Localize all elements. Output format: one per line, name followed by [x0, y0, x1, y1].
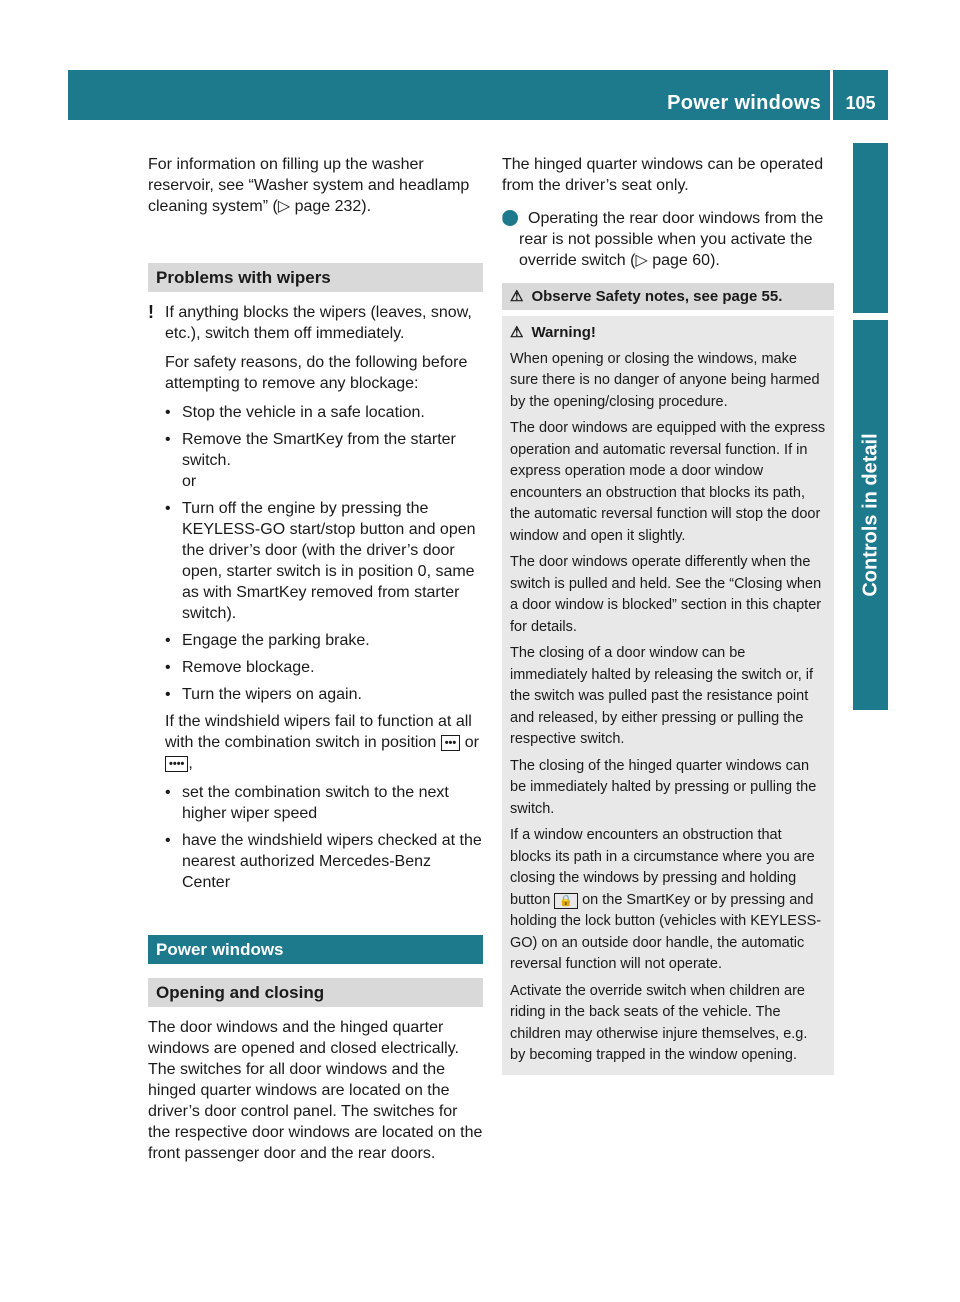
hinged-paragraph: The hinged quarter windows can be operated from the driver’s seat only.: [502, 156, 824, 194]
list-item: • Engage the parking brake.: [165, 632, 370, 649]
warning-title: ⚠ Warning!: [510, 322, 826, 344]
warning-paragraph: The door windows are equipped with the express operation and automatic reversal function. If in express operation mode a door window encounters an obstruction that blocks its path, the automatic reversal function will stop the door window and open it slightly.: [510, 420, 826, 544]
safety-text: For safety reasons, do the following before attempting to remove any blockage:: [165, 354, 468, 392]
lock-icon: 🔒: [554, 893, 578, 909]
right-column: [499, 154, 834, 1075]
opening-paragraph: The door windows and the hinged quarter windows are opened and closed electrically. The switches for all door windows and the hinged quarter windows are located on the driver’s door control panel. The switches for the respective door windows are located on the front passenger door and the rear doors.: [148, 1019, 483, 1162]
page-number: 105: [845, 93, 876, 113]
bullet-icon: •: [165, 404, 171, 421]
list-item: • Remove the SmartKey from the starter switch. or: [165, 431, 456, 490]
left-column: [148, 154, 483, 1172]
warning-paragraph: The door windows operate differently when the switch is pulled and held. See the “Closing when a door window is blocked” section in this chapter for details.: [510, 554, 822, 635]
problems-heading: Problems with wipers: [148, 263, 483, 292]
notice-icon: !: [148, 302, 154, 322]
list-item: • set the combination switch to the next higher wiper speed: [165, 784, 449, 822]
page-title: Power windows: [667, 92, 821, 114]
or-word: or: [182, 473, 197, 490]
notice-block: [148, 302, 483, 705]
observe-safety-box: ⚠ Observe Safety notes, see page 55.: [502, 283, 834, 310]
wiper-position-3-icon: •••: [441, 735, 461, 751]
bullet-icon: •: [165, 832, 171, 849]
blockage-steps: [165, 402, 483, 705]
list-item: • Turn off the engine by pressing the KEYLESS-GO start/stop button and open the driver’s door (with the driver’s door open, starter switch is in position 0, same as with SmartKey removed from starter switch).: [165, 500, 476, 622]
fail-steps: [165, 782, 483, 893]
list-item: • Remove blockage.: [165, 659, 315, 676]
fail-block: [148, 711, 483, 893]
list-item: • have the windshield wipers checked at the nearest authorized Mercedes-Benz Center: [165, 832, 482, 891]
bullet-icon: •: [165, 659, 171, 676]
list-item: • Stop the vehicle in a safe location.: [165, 404, 425, 421]
bullet-icon: •: [165, 500, 171, 517]
list-item: • Turn the wipers on again.: [165, 686, 362, 703]
info-note: i Operating the rear door windows from the rear is not possible when you activate the override switch (▷ page 60).: [499, 210, 824, 269]
side-tab-top: [853, 143, 888, 313]
side-tab-label: [853, 320, 888, 710]
bullet-icon: •: [165, 431, 171, 448]
side-tab-text: Controls in detail: [859, 433, 881, 597]
bullet-icon: •: [165, 784, 171, 801]
warning-paragraph: The closing of a door window can be immediately halted by releasing the switch or, if the switch was pulled past the resistance point and released, by either pressing or pulling the respective switch.: [510, 645, 814, 747]
bullet-icon: •: [165, 632, 171, 649]
wiper-position-4-icon: ••••: [165, 756, 188, 772]
info-icon: i: [502, 210, 518, 226]
intro-paragraph: For information on filling up the washer reservoir, see “Washer system and headlamp cleaning system” (▷ page 232).: [148, 156, 470, 215]
warning-box: [502, 316, 834, 1075]
power-windows-heading: Power windows: [148, 935, 483, 964]
warning-paragraph: If a window encounters an obstruction that blocks its path in a circumstance where you are closing the windows by pressing and holding button 🔒 on the SmartKey or by pressing and holding the lock button (vehicles with KEYLESS-GO) on an outside door handle, the automatic reversal function will not operate.: [510, 827, 822, 972]
notice-text: If anything blocks the wipers (leaves, snow, etc.), switch them off immediately.: [165, 304, 472, 342]
warning-paragraph: When opening or closing the windows, make sure there is no danger of anyone being harmed by the opening/closing procedure.: [510, 350, 820, 410]
bullet-icon: •: [165, 686, 171, 703]
fail-text: If the windshield wipers fail to function at all with the combination switch in position ••• or •••• ,: [165, 713, 479, 772]
warning-triangle-icon: ⚠: [510, 324, 524, 341]
opening-heading: Opening and closing: [148, 978, 483, 1007]
warning-paragraph: The closing of the hinged quarter windows can be immediately halted by pressing or pulling the switch.: [510, 757, 817, 817]
warning-paragraph: Activate the override switch when children are riding in the back seats of the vehicle. The children may otherwise injure themselves, e.g. by becoming trapped in the window opening.: [510, 982, 808, 1063]
warning-triangle-icon: ⚠: [510, 288, 524, 305]
